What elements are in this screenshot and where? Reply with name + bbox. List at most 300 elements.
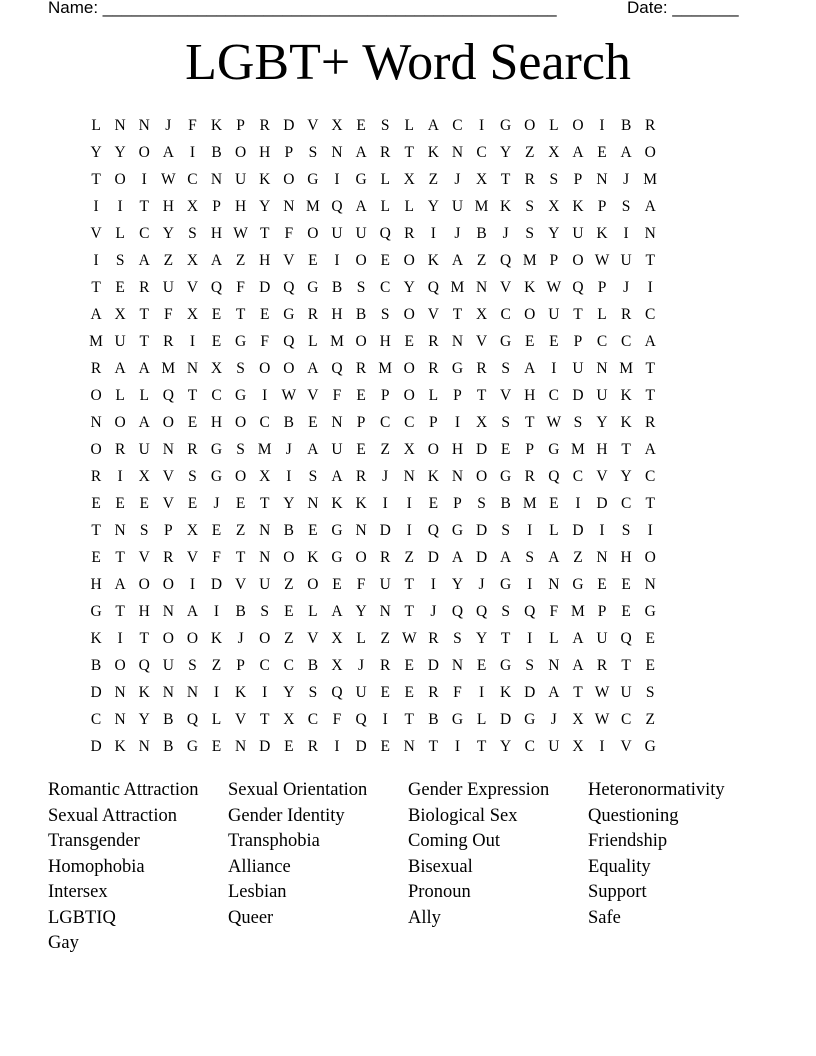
grid-letter: T	[404, 575, 414, 593]
word-list-item: Homophobia	[48, 856, 145, 877]
grid-letter: T	[115, 548, 125, 566]
grid-letter: H	[451, 440, 464, 458]
grid-letter: T	[645, 251, 655, 269]
grid-letter: A	[355, 197, 367, 215]
grid-letter: R	[187, 440, 198, 458]
grid-letter: Z	[428, 170, 439, 188]
grid-letter: G	[283, 305, 295, 323]
grid-letter: G	[90, 602, 102, 620]
grid-letter: N	[162, 683, 174, 701]
grid-letter: V	[138, 548, 150, 566]
grid-letter: S	[236, 440, 245, 458]
grid-letter: D	[475, 548, 488, 566]
grid-letter: K	[138, 683, 150, 701]
word-list-item: LGBTIQ	[48, 907, 116, 928]
grid-letter: Q	[210, 278, 223, 296]
grid-letter: I	[382, 494, 388, 512]
word-list-item: Transphobia	[228, 831, 320, 851]
grid-letter: P	[597, 278, 607, 296]
grid-letter: S	[308, 467, 318, 485]
grid-letter: R	[163, 332, 174, 350]
grid-letter: G	[307, 278, 319, 296]
grid-letter: U	[548, 737, 560, 755]
grid-letter: V	[427, 305, 439, 323]
grid-letter: A	[427, 116, 439, 134]
grid-letter: N	[331, 143, 343, 161]
grid-letter: R	[428, 359, 439, 377]
grid-letter: T	[621, 440, 631, 458]
grid-letter: Q	[524, 602, 536, 620]
word-list-item: Support	[588, 882, 647, 902]
grid-letter: U	[620, 251, 632, 269]
grid-letter: L	[549, 116, 559, 134]
grid-letter: C	[404, 413, 415, 431]
grid-letter: V	[235, 710, 247, 728]
grid-letter: O	[138, 143, 150, 161]
word-list-item: Sexual Orientation	[228, 780, 368, 800]
word-list-item: Equality	[588, 856, 651, 877]
grid-letter: I	[189, 143, 195, 161]
grid-letter: Z	[573, 548, 583, 566]
grid-letter: B	[283, 413, 294, 431]
grid-letter: T	[139, 305, 149, 323]
grid-letter: A	[138, 251, 150, 269]
grid-letter: E	[645, 656, 655, 674]
grid-letter: R	[428, 683, 439, 701]
grid-letter: O	[307, 224, 319, 242]
grid-letter: K	[500, 197, 512, 215]
grid-letter: T	[404, 602, 414, 620]
grid-letter: Q	[427, 278, 439, 296]
grid-letter: X	[186, 305, 199, 323]
grid-letter: I	[647, 278, 653, 296]
grid-letter: Y	[259, 197, 271, 215]
grid-letter: E	[211, 521, 222, 539]
grid-letter: A	[548, 548, 560, 566]
grid-letter: K	[114, 737, 126, 755]
grid-letter: N	[114, 116, 126, 134]
grid-letter: I	[527, 521, 533, 539]
grid-letter: D	[259, 737, 271, 755]
grid-letter: I	[623, 224, 629, 242]
grid-letter: O	[572, 116, 584, 134]
page-title: LGBT+ Word Search	[185, 34, 631, 91]
grid-letter: T	[139, 197, 149, 215]
grid-letter: N	[259, 548, 271, 566]
grid-letter: K	[331, 494, 343, 512]
grid-letter: I	[189, 332, 195, 350]
grid-letter: I	[213, 602, 220, 620]
grid-letter: S	[380, 305, 390, 323]
letter-grid	[84, 112, 734, 760]
grid-letter: X	[548, 143, 560, 161]
grid-letter: E	[356, 440, 366, 458]
grid-letter: N	[114, 683, 126, 701]
grid-letter: G	[644, 602, 656, 620]
grid-letter: Y	[162, 224, 174, 242]
grid-letter: C	[211, 386, 222, 404]
grid-letter: Q	[548, 467, 560, 485]
grid-letter: Y	[355, 602, 367, 620]
word-list-item: Gender Expression	[408, 780, 550, 800]
grid-letter: I	[527, 575, 533, 593]
grid-letter: P	[429, 413, 438, 431]
word-list-item: Bisexual	[408, 856, 473, 877]
grid-letter: F	[212, 548, 221, 566]
grid-letter: J	[623, 278, 630, 296]
grid-letter: X	[186, 197, 199, 215]
grid-letter: Y	[114, 143, 126, 161]
grid-letter: S	[621, 521, 631, 539]
grid-letter: J	[358, 656, 365, 674]
grid-letter: M	[571, 440, 585, 458]
grid-letter: Y	[620, 467, 632, 485]
grid-letter: T	[139, 629, 149, 647]
grid-letter: O	[524, 116, 536, 134]
grid-letter: A	[620, 143, 632, 161]
grid-letter: R	[380, 548, 391, 566]
grid-letter: B	[163, 710, 174, 728]
grid-letter: T	[645, 386, 655, 404]
grid-row	[84, 598, 734, 625]
grid-letter: E	[284, 737, 294, 755]
grid-letter: Q	[283, 332, 295, 350]
grid-letter: S	[260, 602, 270, 620]
grid-letter: O	[162, 629, 174, 647]
grid-letter: O	[283, 548, 295, 566]
grid-letter: J	[165, 116, 172, 134]
grid-letter: M	[257, 440, 272, 458]
grid-letter: X	[186, 521, 199, 539]
grid-letter: V	[186, 278, 199, 296]
grid-letter: H	[620, 548, 632, 566]
grid-letter: E	[91, 494, 101, 512]
grid-letter: J	[454, 224, 461, 242]
grid-letter: A	[644, 440, 656, 458]
grid-letter: N	[259, 521, 271, 539]
grid-letter: N	[138, 116, 150, 134]
grid-letter: D	[500, 710, 512, 728]
grid-letter: R	[163, 548, 174, 566]
grid-letter: W	[233, 224, 248, 242]
grid-letter: P	[573, 170, 583, 188]
grid-letter: V	[186, 548, 199, 566]
grid-letter: V	[500, 386, 512, 404]
grid-letter: T	[115, 602, 125, 620]
word-list-item: Queer	[228, 907, 274, 928]
grid-letter: X	[548, 197, 560, 215]
grid-row	[84, 409, 734, 436]
grid-letter: C	[596, 332, 608, 350]
grid-letter: V	[90, 224, 102, 242]
grid-letter: O	[138, 575, 150, 593]
grid-letter: B	[620, 116, 632, 134]
grid-letter: I	[599, 737, 605, 755]
grid-letter: B	[500, 494, 511, 512]
grid-letter: D	[427, 548, 439, 566]
grid-letter: P	[356, 413, 366, 431]
grid-letter: L	[115, 224, 125, 242]
grid-letter: X	[475, 305, 488, 323]
grid-letter: J	[550, 710, 557, 728]
grid-row	[84, 193, 734, 220]
grid-letter: C	[259, 413, 270, 431]
grid-letter: D	[572, 521, 584, 539]
grid-letter: L	[428, 386, 439, 404]
grid-letter: X	[475, 170, 488, 188]
grid-letter: V	[307, 629, 319, 647]
grid-letter: Y	[596, 413, 608, 431]
grid-letter: U	[331, 440, 343, 458]
grid-letter: J	[478, 575, 485, 593]
grid-letter: L	[404, 197, 414, 215]
grid-letter: D	[427, 656, 439, 674]
grid-letter: O	[572, 251, 584, 269]
grid-letter: L	[597, 305, 607, 323]
grid-letter: F	[332, 710, 342, 728]
grid-letter: G	[500, 467, 512, 485]
grid-letter: O	[475, 467, 488, 485]
grid-letter: G	[548, 440, 560, 458]
grid-letter: A	[210, 251, 223, 269]
grid-letter: T	[235, 548, 246, 566]
grid-letter: S	[308, 683, 318, 701]
grid-letter: T	[621, 656, 631, 674]
grid-letter: X	[572, 737, 584, 755]
grid-letter: A	[524, 359, 536, 377]
grid-letter: E	[187, 494, 198, 512]
grid-letter: T	[91, 521, 101, 539]
grid-letter: R	[645, 413, 656, 431]
grid-letter: O	[90, 386, 102, 404]
grid-letter: E	[308, 251, 318, 269]
grid-letter: N	[596, 170, 608, 188]
grid-letter: N	[283, 197, 295, 215]
grid-letter: Q	[500, 251, 512, 269]
grid-letter: K	[524, 278, 536, 296]
grid-letter: S	[188, 224, 197, 242]
grid-row	[84, 355, 734, 382]
grid-letter: W	[161, 170, 176, 188]
grid-letter: I	[406, 521, 412, 539]
grid-letter: C	[572, 467, 584, 485]
grid-letter: O	[283, 170, 295, 188]
grid-letter: O	[524, 305, 536, 323]
grid-letter: E	[308, 413, 318, 431]
grid-letter: D	[210, 575, 223, 593]
grid-row	[84, 247, 734, 274]
grid-letter: K	[210, 629, 223, 647]
grid-letter: N	[162, 440, 174, 458]
grid-letter: N	[114, 521, 126, 539]
grid-letter: E	[380, 683, 390, 701]
grid-letter: R	[307, 737, 319, 755]
grid-letter: E	[332, 575, 342, 593]
grid-letter: B	[235, 602, 246, 620]
grid-letter: W	[281, 386, 297, 404]
grid-letter: I	[478, 116, 485, 134]
grid-letter: V	[235, 575, 247, 593]
grid-letter: Z	[525, 143, 535, 161]
grid-letter: I	[189, 575, 195, 593]
grid-letter: V	[162, 467, 174, 485]
grid-letter: P	[453, 494, 462, 512]
grid-letter: L	[308, 332, 318, 350]
grid-letter: C	[620, 494, 632, 512]
grid-letter: E	[645, 629, 655, 647]
grid-row	[84, 679, 734, 706]
grid-letter: Z	[211, 656, 222, 674]
grid-letter: N	[355, 521, 367, 539]
word-list-item: Intersex	[48, 882, 108, 902]
grid-letter: L	[356, 629, 366, 647]
grid-letter: F	[260, 332, 270, 350]
grid-letter: N	[548, 575, 560, 593]
grid-letter: C	[380, 278, 391, 296]
grid-letter: L	[549, 629, 559, 647]
grid-letter: R	[139, 278, 150, 296]
word-list-item: Coming Out	[408, 831, 500, 851]
grid-letter: S	[380, 116, 390, 134]
grid-row	[84, 301, 734, 328]
grid-letter: T	[259, 224, 270, 242]
grid-letter: Q	[186, 710, 199, 728]
grid-letter: J	[237, 629, 244, 647]
grid-letter: A	[572, 629, 584, 647]
grid-letter: O	[403, 359, 415, 377]
grid-letter: K	[427, 143, 439, 161]
grid-letter: E	[428, 494, 439, 512]
grid-letter: G	[210, 467, 223, 485]
name-field[interactable]: Name: ________________________________________________	[48, 0, 557, 17]
grid-letter: S	[645, 683, 655, 701]
grid-letter: J	[430, 602, 437, 620]
word-list-item: Transgender	[48, 831, 140, 851]
grid-letter: S	[477, 494, 486, 512]
grid-letter: U	[572, 224, 584, 242]
grid-letter: D	[379, 521, 391, 539]
grid-letter: S	[188, 656, 197, 674]
grid-letter: E	[380, 251, 390, 269]
grid-letter: H	[259, 251, 271, 269]
grid-letter: B	[283, 521, 294, 539]
grid-letter: D	[475, 440, 488, 458]
grid-letter: Y	[427, 197, 439, 215]
grid-letter: Q	[331, 683, 343, 701]
grid-letter: C	[259, 656, 270, 674]
grid-letter: E	[235, 494, 246, 512]
grid-letter: E	[284, 602, 294, 620]
grid-letter: S	[501, 602, 510, 620]
grid-letter: L	[549, 521, 559, 539]
grid-letter: X	[403, 170, 415, 188]
grid-letter: Y	[283, 683, 295, 701]
date-field[interactable]: Date: _______	[627, 0, 739, 17]
grid-letter: N	[138, 737, 150, 755]
grid-letter: T	[573, 683, 583, 701]
grid-letter: T	[404, 710, 414, 728]
grid-letter: E	[500, 440, 511, 458]
grid-letter: I	[334, 170, 340, 188]
grid-letter: C	[500, 305, 511, 323]
grid-letter: G	[355, 170, 367, 188]
grid-letter: E	[597, 143, 607, 161]
grid-letter: J	[285, 440, 292, 458]
grid-letter: C	[476, 143, 487, 161]
grid-letter: U	[331, 224, 343, 242]
grid-letter: C	[645, 305, 656, 323]
grid-letter: F	[332, 386, 342, 404]
grid-letter: X	[331, 656, 343, 674]
grid-letter: O	[235, 413, 247, 431]
grid-letter: A	[114, 359, 126, 377]
grid-letter: G	[524, 710, 536, 728]
grid-letter: Y	[548, 224, 560, 242]
grid-letter: U	[596, 386, 608, 404]
grid-letter: Q	[162, 386, 174, 404]
grid-letter: K	[620, 386, 632, 404]
grid-letter: M	[571, 602, 585, 620]
grid-letter: R	[307, 305, 319, 323]
grid-letter: S	[453, 629, 462, 647]
word-list-item: Heteronormativity	[588, 780, 725, 800]
grid-letter: C	[139, 224, 150, 242]
grid-letter: C	[548, 386, 559, 404]
word-list-item: Gender Identity	[228, 805, 345, 826]
grid-letter: A	[114, 575, 126, 593]
grid-letter: M	[619, 359, 633, 377]
grid-letter: F	[549, 602, 559, 620]
grid-letter: X	[114, 305, 126, 323]
grid-letter: I	[213, 683, 220, 701]
grid-letter: I	[527, 629, 533, 647]
grid-letter: O	[403, 305, 415, 323]
grid-letter: U	[355, 683, 367, 701]
grid-letter: E	[115, 494, 125, 512]
grid-letter: D	[90, 737, 102, 755]
grid-letter: P	[525, 440, 535, 458]
grid-letter: W	[401, 629, 417, 647]
grid-letter: C	[620, 710, 632, 728]
grid-letter: G	[186, 737, 199, 755]
grid-letter: T	[235, 305, 246, 323]
grid-letter: Z	[235, 521, 246, 539]
grid-letter: U	[162, 278, 174, 296]
grid-letter: Q	[427, 521, 439, 539]
grid-letter: R	[355, 359, 367, 377]
grid-letter: E	[259, 305, 270, 323]
grid-letter: G	[210, 440, 223, 458]
grid-letter: J	[502, 224, 509, 242]
grid-letter: Q	[355, 710, 367, 728]
grid-letter: Z	[476, 251, 487, 269]
grid-letter: G	[235, 332, 247, 350]
grid-letter: S	[188, 467, 197, 485]
grid-letter: O	[427, 440, 439, 458]
grid-letter: E	[139, 494, 149, 512]
grid-row	[84, 517, 734, 544]
grid-letter: E	[356, 386, 366, 404]
grid-letter: E	[476, 656, 487, 674]
grid-letter: A	[307, 440, 319, 458]
grid-letter: O	[355, 332, 367, 350]
grid-letter: S	[501, 521, 510, 539]
grid-row	[84, 220, 734, 247]
grid-letter: C	[187, 170, 198, 188]
grid-letter: H	[90, 575, 102, 593]
grid-letter: K	[620, 413, 632, 431]
grid-letter: H	[379, 332, 391, 350]
